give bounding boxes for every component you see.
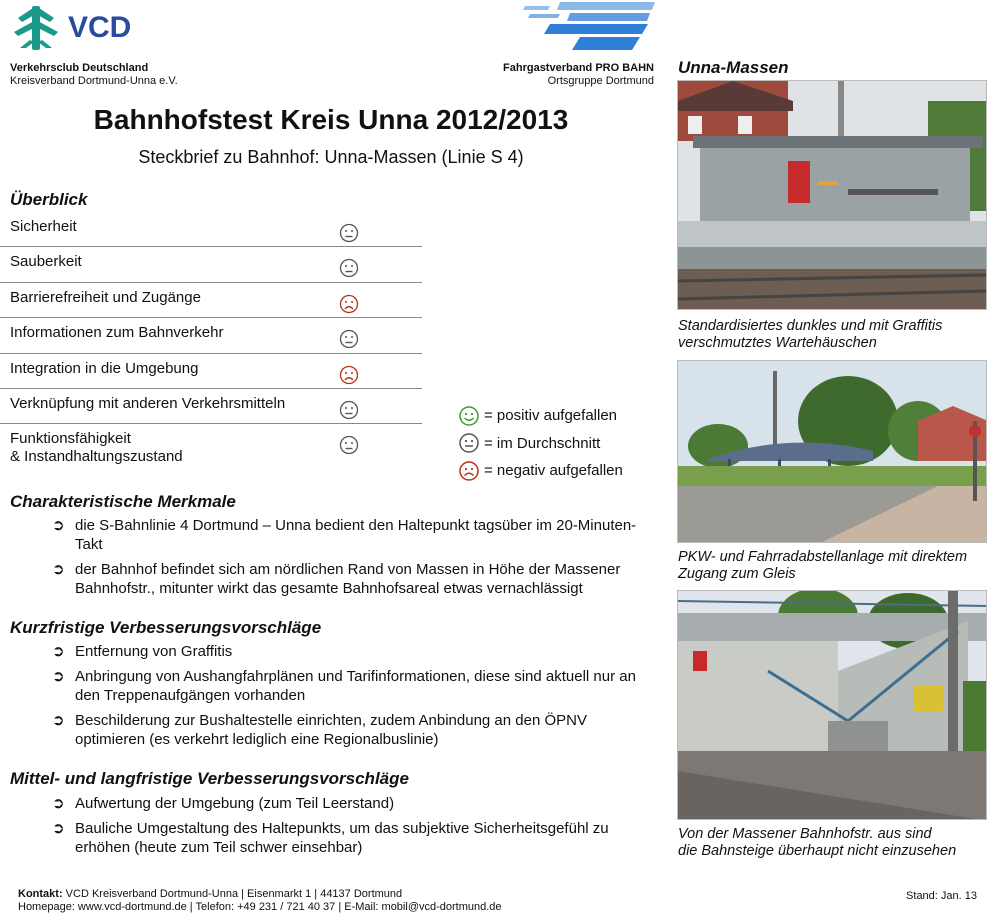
long-term-list (52, 794, 652, 863)
overview-row (0, 389, 422, 424)
smiley-neutral-icon (339, 400, 359, 420)
overview-row-label: Funktionsfähigkeit & Instandhaltungszustand (10, 430, 183, 466)
photo-bike-parking (677, 360, 987, 543)
vcd-logo (10, 2, 150, 52)
footer-contact-text: VCD Kreisverband Dortmund-Unna | Eisenmarkt 1 | 44137 Dortmund (62, 888, 403, 900)
list-item: ➲ Anbringung von Aushangfahrplänen und Tarifinformationen, diese sind aktuell nur an den Treppenaufgängen vorhanden (52, 668, 636, 704)
arrow-bullet-icon: ➲ (52, 795, 65, 812)
caption-stairs-line1: Von der Massener Bahnhofstr. aus sind (678, 826, 932, 842)
smiley-negative-icon (458, 460, 480, 482)
caption-bike-parking-line2: Zugang zum Gleis (678, 566, 796, 582)
short-term-heading: Kurzfristige Verbesserungsvorschläge (10, 618, 322, 637)
list-item: ➲ die S-Bahnlinie 4 Dortmund – Unna bedient den Haltepunkt tagsüber im 20-Minuten-Takt (52, 517, 637, 553)
arrow-bullet-icon: ➲ (52, 561, 65, 578)
overview-row-label: Verknüpfung mit anderen Verkehrsmitteln (10, 394, 286, 412)
overview-row-label: Sauberkeit (10, 253, 82, 271)
list-item: ➲ Entfernung von Graffitis (52, 643, 233, 660)
footer-contact (18, 888, 502, 914)
page-title: Bahnhofstest Kreis Unna 2012/2013 (93, 104, 569, 135)
long-term-heading: Mittel- und langfristige Verbesserungsvorschläge (10, 769, 409, 788)
vcd-organization (10, 62, 178, 88)
overview-heading: Überblick (10, 190, 88, 209)
overview-row-label: Integration in die Umgebung (10, 359, 199, 377)
overview-row-label: Barrierefreiheit und Zugänge (10, 288, 201, 306)
probahn-logo (520, 0, 660, 54)
short-term-list (52, 642, 652, 755)
page-subtitle: Steckbrief zu Bahnhof: Unna-Massen (Linie S 4) (138, 147, 524, 167)
probahn-org-branch: Ortsgruppe Dortmund (547, 75, 654, 87)
caption-bike-parking (678, 549, 998, 583)
caption-bike-parking-line1: PKW- und Fahrradabstellanlage mit direktem (678, 549, 968, 565)
vcd-org-name: Verkehrsclub Deutschland (10, 62, 149, 74)
characteristics-list (52, 516, 652, 604)
characteristics-heading: Charakteristische Merkmale (10, 492, 236, 511)
smiley-neutral-icon (339, 329, 359, 349)
probahn-organization (503, 62, 654, 88)
arrow-bullet-icon: ➲ (52, 820, 65, 837)
vcd-org-branch: Kreisverband Dortmund-Unna e.V. (10, 75, 178, 87)
smiley-positive-icon (458, 405, 480, 427)
footer-contact-label: Kontakt: (18, 888, 63, 900)
overview-row (0, 424, 422, 470)
footer-homepage: Homepage: www.vcd-dortmund.de | Telefon: +49 231 / 721 40 37 | E-Mail: mobil@vcd-dortmund.de (18, 901, 502, 913)
list-item: ➲ Aufwertung der Umgebung (zum Teil Leerstand) (52, 795, 395, 812)
photo-shelter (677, 80, 987, 310)
caption-stairs (678, 826, 998, 860)
legend-neutral-label: = im Durchschnitt (484, 434, 601, 452)
overview-row (0, 283, 422, 318)
footer-date: Stand: Jan. 13 (906, 890, 977, 902)
smiley-negative-icon (339, 365, 359, 385)
overview-row (0, 247, 422, 282)
caption-shelter: Standardisiertes dunkles und mit Graffitis verschmutztes Wartehäuschen (678, 318, 943, 351)
arrow-bullet-icon: ➲ (52, 712, 65, 729)
overview-row (0, 212, 422, 247)
rating-legend (458, 402, 658, 485)
overview-row (0, 354, 422, 389)
legend-positive (458, 402, 658, 430)
smiley-neutral-icon (339, 223, 359, 243)
arrow-bullet-icon: ➲ (52, 668, 65, 685)
caption-stairs-line2: die Bahnsteige überhaupt nicht einzusehen (678, 843, 957, 859)
legend-neutral (458, 430, 658, 458)
smiley-neutral-icon (339, 435, 359, 455)
legend-negative (458, 457, 658, 485)
list-item: ➲ der Bahnhof befindet sich am nördlichen Rand von Massen in Höhe der Massener Bahnhofstr., mitunter wirkt das gesamte Bahnhofsareal etwas vernachlässigt (52, 561, 621, 597)
station-name: Unna-Massen (678, 58, 789, 77)
arrow-bullet-icon: ➲ (52, 517, 65, 534)
overview-row-label: Informationen zum Bahnverkehr (10, 324, 224, 342)
overview-table (0, 212, 422, 470)
legend-positive-label: = positiv aufgefallen (484, 407, 618, 425)
photo-stairs (677, 590, 987, 820)
svg-text:VCD: VCD (68, 11, 132, 44)
list-item: ➲ Beschilderung zur Bushaltestelle einrichten, zudem Anbindung an den ÖPNV optimieren (es verkehrt lediglich eine Regionalbuslinie) (52, 712, 587, 748)
arrow-bullet-icon: ➲ (52, 643, 65, 660)
overview-row (0, 318, 422, 353)
overview-row-label: Sicherheit (10, 218, 77, 235)
list-item: ➲ Bauliche Umgestaltung des Haltepunkts, um das subjektive Sicherheitsgefühl zu erhöhen (heute zum Teil schwer einsehbar) (52, 820, 609, 856)
smiley-neutral-icon (458, 432, 480, 454)
legend-negative-label: = negativ aufgefallen (484, 462, 623, 480)
smiley-negative-icon (339, 294, 359, 314)
probahn-org-name: Fahrgastverband PRO BAHN (503, 62, 654, 74)
smiley-neutral-icon (339, 258, 359, 278)
